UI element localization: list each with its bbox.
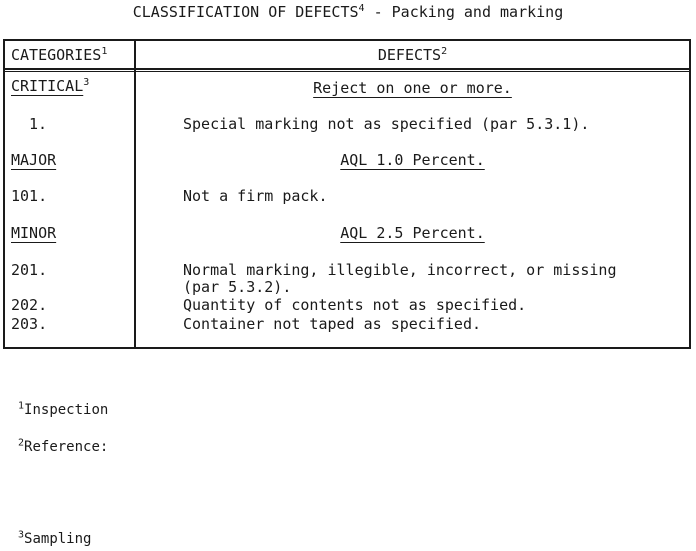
header-divider — [5, 68, 689, 70]
defect-number: 1. — [29, 115, 48, 133]
title-footnote-mark: 4 — [358, 3, 365, 14]
footnote-text: Reference: — [24, 439, 109, 455]
critical-rule — [136, 79, 689, 97]
category-minor — [11, 224, 56, 242]
footnote-mark: 1 — [18, 400, 25, 412]
category-critical-footnote-mark: 3 — [83, 77, 90, 88]
footnote-reference — [18, 439, 108, 455]
header-defects-label: DEFECTS — [377, 46, 442, 64]
defect-number: 202. — [11, 296, 48, 314]
defect-description-continued: (par 5.3.2). — [183, 278, 292, 296]
header-defects — [136, 46, 689, 64]
header-defects-footnote-mark: 2 — [441, 46, 448, 57]
defect-description: Normal marking, illegible, incorrect, or missing — [183, 261, 617, 279]
defect-description: Container not taped as specified. — [183, 315, 482, 333]
defect-description: Quantity of contents not as specified. — [183, 296, 527, 314]
defect-number: 201. — [11, 261, 48, 279]
footnote-text: Sampling — [24, 531, 92, 547]
title-subtitle: - Packing and marking — [364, 3, 564, 21]
defect-description: Not a firm pack. — [183, 187, 328, 205]
category-major — [11, 151, 56, 169]
header-divider-second — [5, 71, 689, 72]
major-rule — [136, 151, 689, 169]
defects-table — [3, 39, 691, 349]
page-title — [0, 3, 696, 21]
footnote-mark: 2 — [18, 437, 25, 449]
defect-number: 203. — [11, 315, 48, 333]
footnote-sampling — [18, 531, 91, 547]
footnote-inspection — [18, 402, 108, 418]
critical-rule-text: Reject on one or more. — [313, 79, 512, 97]
header-categories-label: CATEGORIES — [11, 46, 102, 64]
minor-rule-text: AQL 2.5 Percent. — [340, 224, 485, 242]
category-critical — [11, 77, 89, 95]
title-text: CLASSIFICATION OF DEFECTS — [132, 3, 359, 21]
defect-description: Special marking not as specified (par 5.3.1). — [183, 115, 590, 133]
minor-rule — [136, 224, 689, 242]
footnote-mark: 3 — [18, 529, 25, 541]
header-categories-footnote-mark: 1 — [101, 46, 108, 57]
footnote-text: Inspection — [24, 402, 109, 418]
category-critical-label: CRITICAL — [11, 77, 84, 95]
header-categories — [11, 46, 107, 64]
defect-number: 101. — [11, 187, 48, 205]
major-rule-text: AQL 1.0 Percent. — [340, 151, 485, 169]
category-minor-label: MINOR — [11, 224, 57, 242]
category-major-label: MAJOR — [11, 151, 57, 169]
